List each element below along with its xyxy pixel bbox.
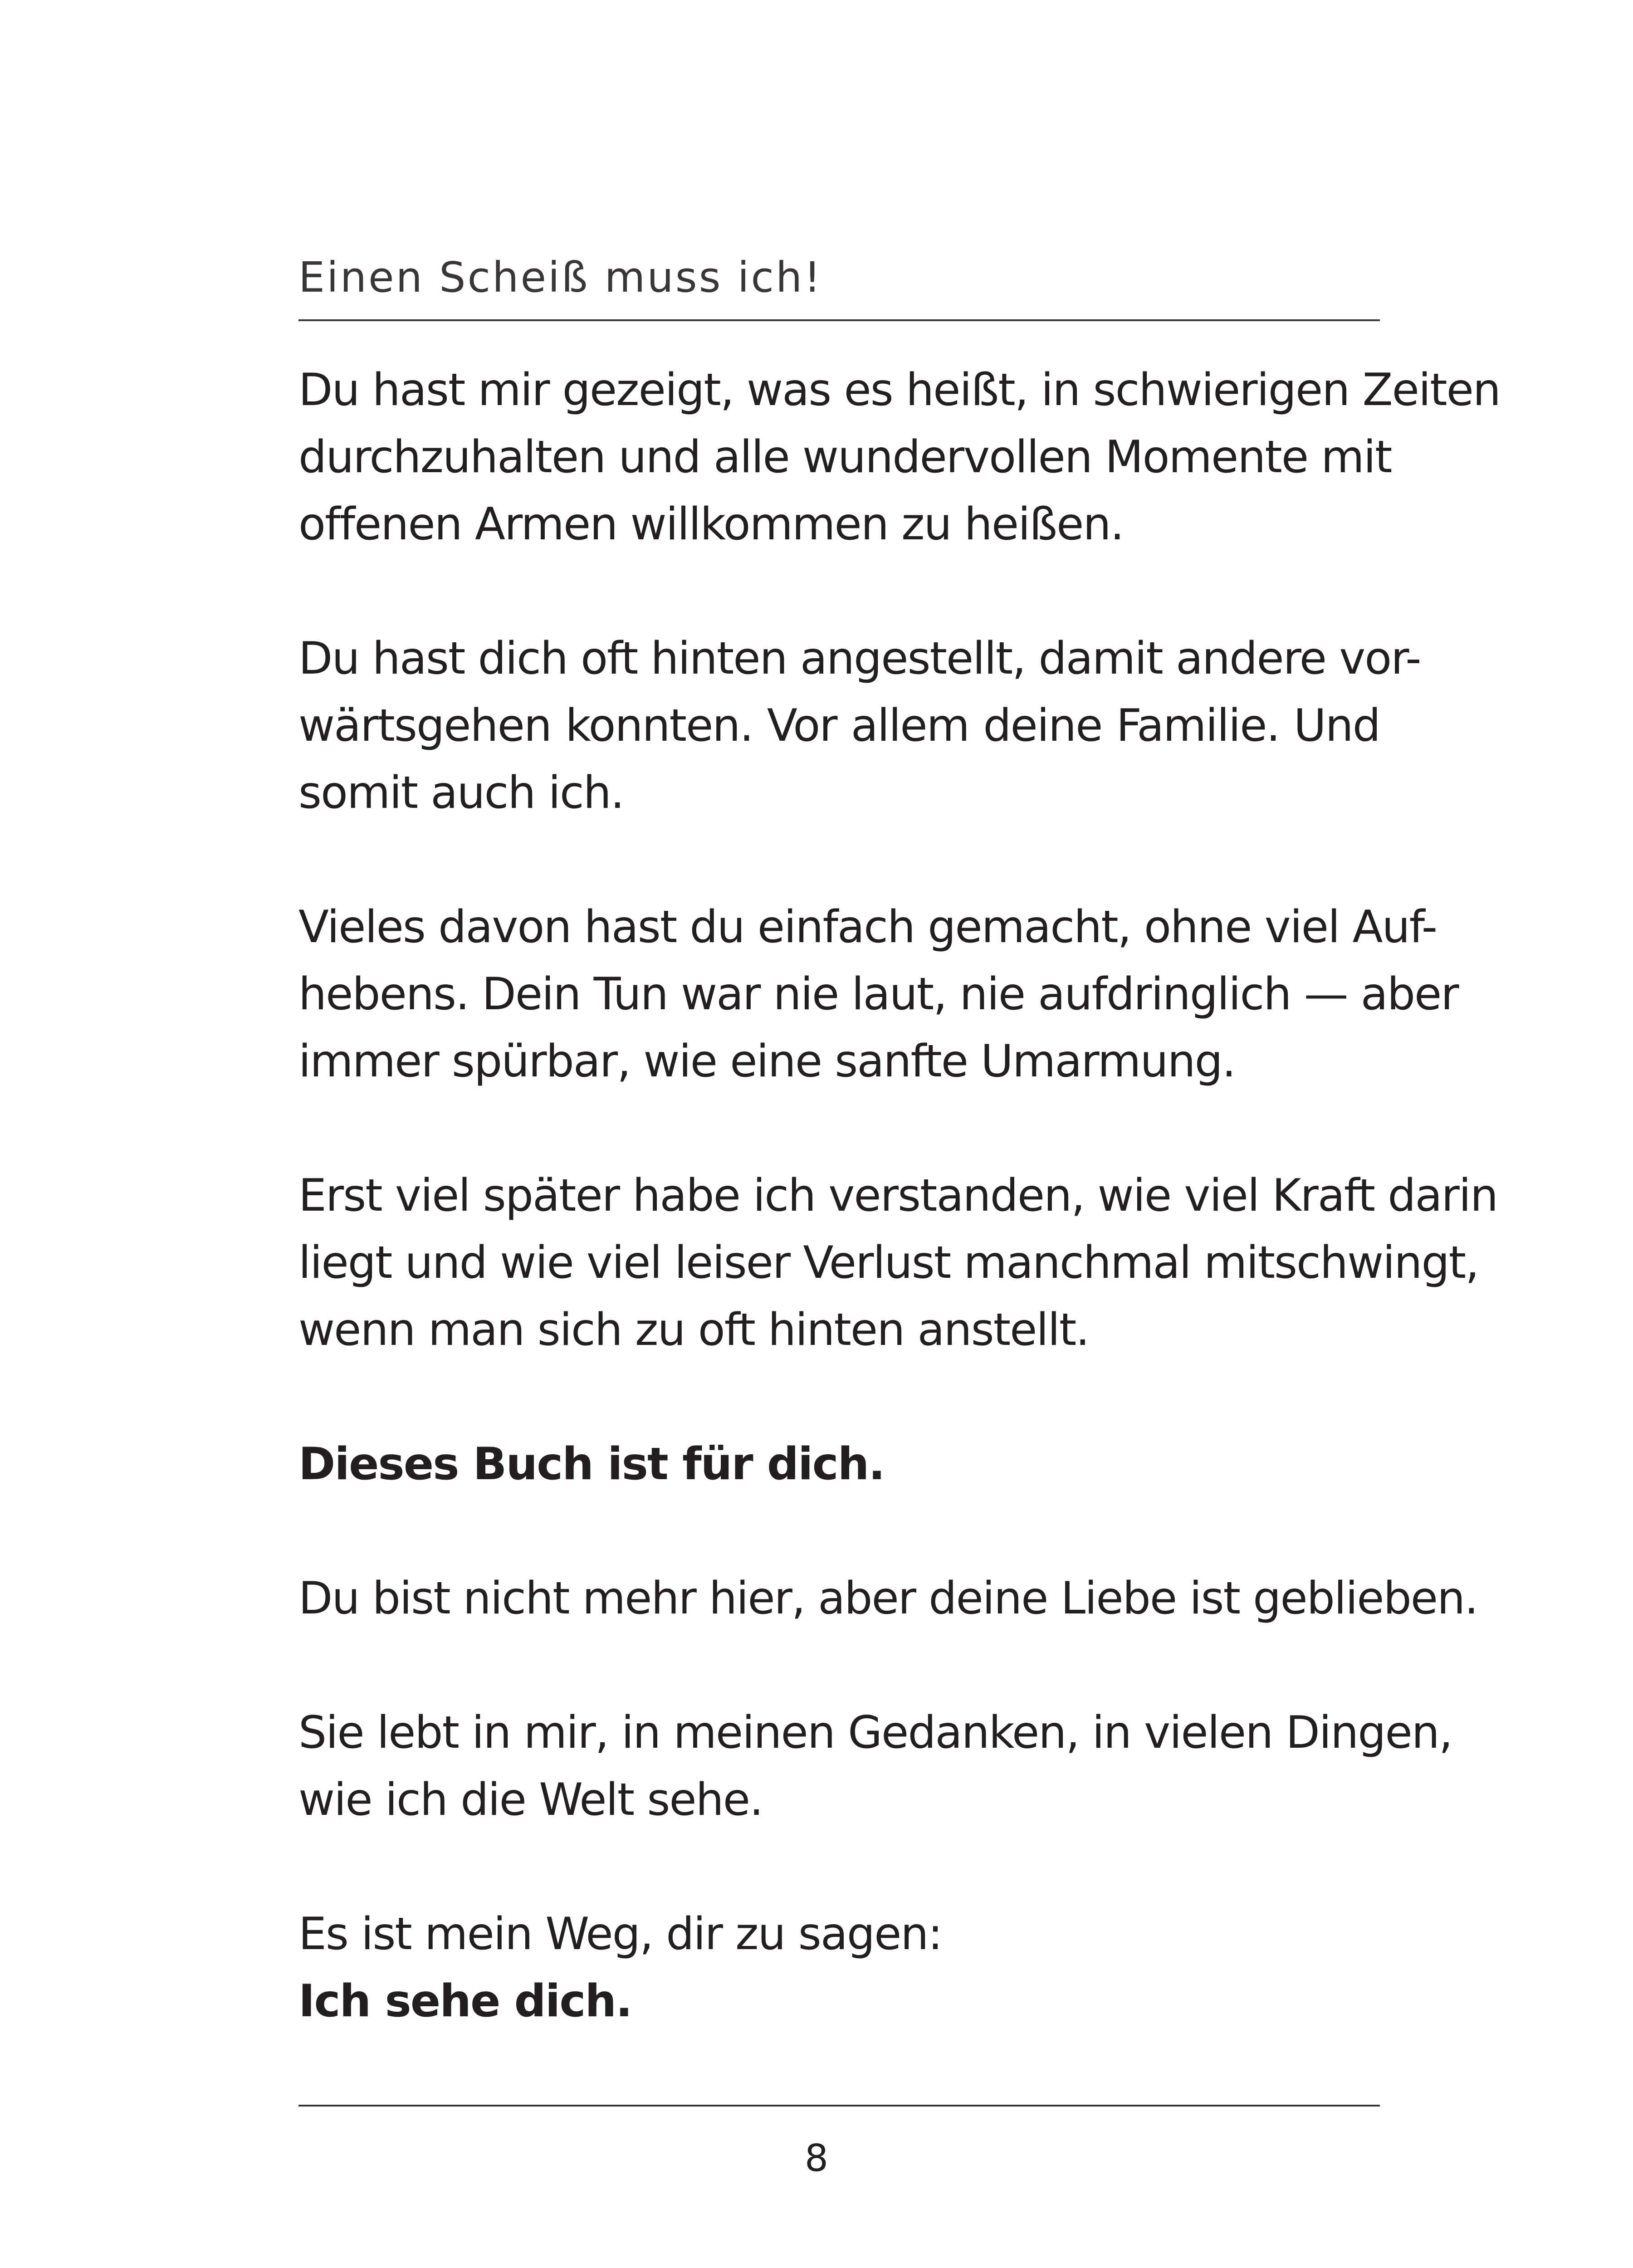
paragraph-7-line-1: Sie lebt in mir, in meinen Gedanken, in vielen Dingen, — [298, 1707, 1452, 1759]
dedication-bold — [298, 1431, 1380, 1498]
dedication-bold-line: Dieses Buch ist für dich. — [298, 1438, 885, 1490]
paragraph-4-line-1: Erst viel später habe ich verstanden, wie viel Kraft darin — [298, 1170, 1498, 1222]
paragraph-1-line-3: offenen Armen willkommen zu heißen. — [298, 499, 1124, 550]
paragraph-1-line-2: durchzuhalten und alle wundervollen Momente mit — [298, 431, 1392, 483]
paragraph-2-line-1: Du hast dich oft hinten angestellt, damit andere vor- — [298, 633, 1421, 684]
paragraph-8 — [298, 1901, 1380, 2035]
header-rule — [298, 319, 1380, 321]
paragraph-7 — [298, 1699, 1452, 1833]
paragraph-8-line-1: Es ist mein Weg, dir zu sagen: — [298, 1908, 942, 1960]
paragraph-4-line-3: wenn man sich zu oft hinten anstellt. — [298, 1304, 1089, 1356]
body-text — [298, 357, 1501, 2035]
paragraph-3-line-3: immer spürbar, wie eine sanfte Umarmung. — [298, 1036, 1236, 1087]
footer-rule — [298, 2105, 1380, 2107]
paragraph-2 — [298, 625, 1421, 826]
running-head-title: Einen Scheiß muss ich! — [298, 253, 823, 302]
paragraph-4 — [298, 1162, 1498, 1364]
paragraph-4-line-2: liegt und wie viel leiser Verlust manchmal mitschwingt, — [298, 1237, 1479, 1289]
paragraph-1-line-1: Du hast mir gezeigt, was es heißt, in schwierigen Zeiten — [298, 364, 1501, 416]
paragraph-7-line-2: wie ich die Welt sehe. — [298, 1774, 763, 1826]
paragraph-3 — [298, 894, 1458, 1095]
paragraph-3-line-1: Vieles davon hast du einfach gemacht, ohne viel Auf- — [298, 901, 1437, 953]
paragraph-1 — [298, 357, 1501, 558]
paragraph-2-line-3: somit auch ich. — [298, 767, 624, 819]
paragraph-6 — [298, 1565, 1478, 1632]
page-number: 8 — [804, 2137, 829, 2180]
paragraph-3-line-2: hebens. Dein Tun war nie laut, nie aufdringlich — aber — [298, 968, 1458, 1020]
paragraph-6-line-1: Du bist nicht mehr hier, aber deine Liebe ist geblieben. — [298, 1573, 1478, 1624]
paragraph-2-line-2: wärtsgehen konnten. Vor allem deine Familie. Und — [298, 700, 1380, 752]
closing-bold-line: Ich sehe dich. — [298, 1975, 632, 2027]
